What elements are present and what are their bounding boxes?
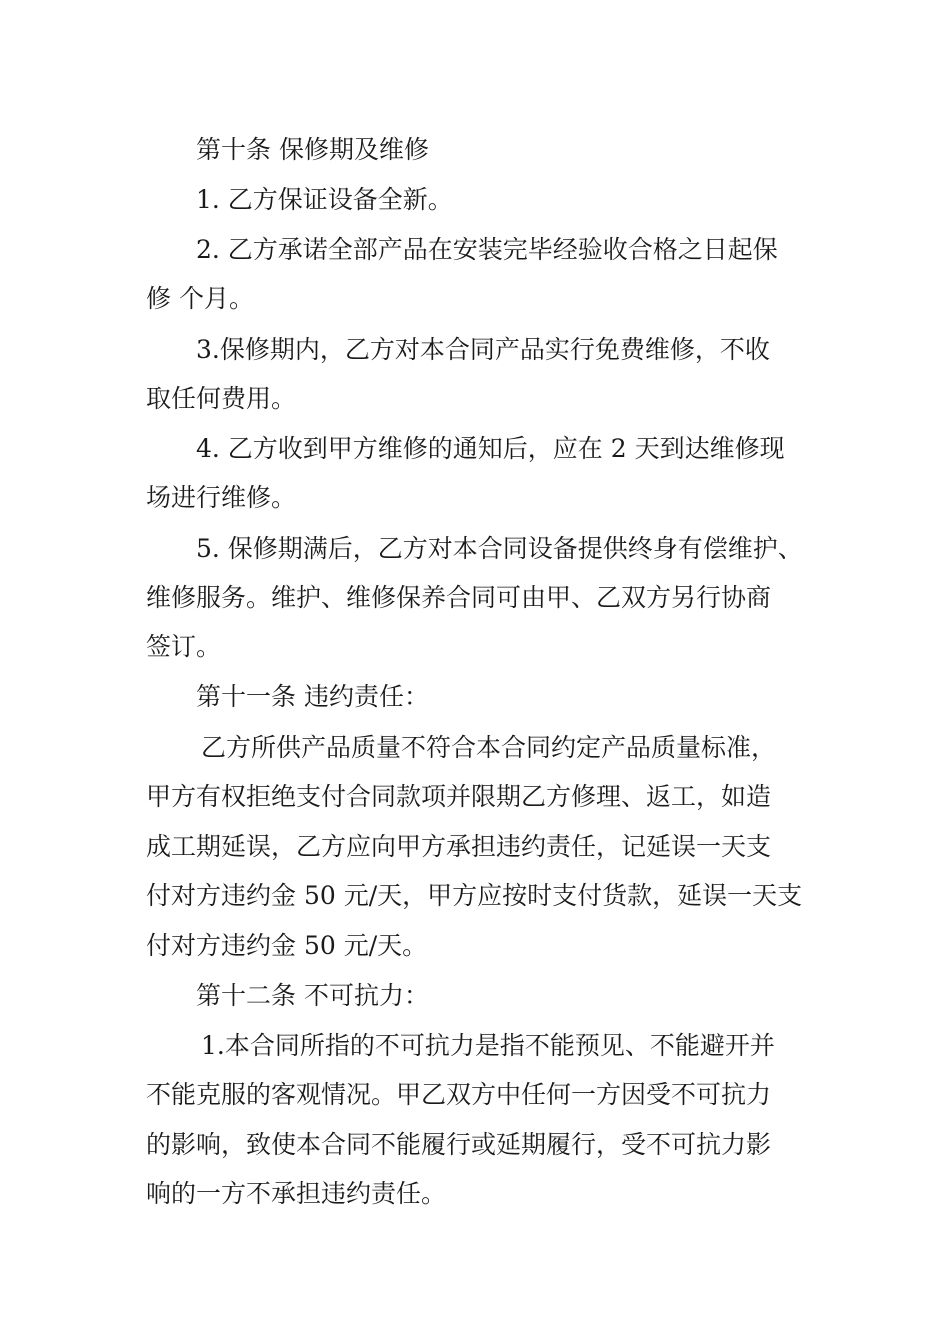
article-10-item-5-line-2: 维修服务。维护、维修保养合同可由甲、乙双方另行协商 — [146, 583, 772, 612]
article-12-item-1-line-3: 的影响，致使本合同不能履行或延期履行，受不可抗力影 — [146, 1130, 772, 1159]
article-11-para-line-3: 成工期延误，乙方应向甲方承担违约责任，记延误一天支 — [146, 832, 772, 861]
article-11-heading: 第十一条 违约责任： — [196, 682, 429, 711]
article-10-item-4-line-2: 场进行维修。 — [146, 483, 297, 512]
article-10-item-2-line-2: 修 个月。 — [146, 284, 254, 313]
article-11-para-line-5: 付对方违约金 50 元/天。 — [146, 931, 428, 960]
article-12-item-1-line-2: 不能克服的客观情况。甲乙双方中任何一方因受不可抗力 — [146, 1080, 772, 1109]
article-10-item-3-line-1: 3.保修期内，乙方对本合同产品实行免费维修，不收 — [196, 335, 770, 364]
article-10-item-5-line-1: 5. 保修期满后，乙方对本合同设备提供终身有偿维护、 — [196, 534, 803, 563]
article-11-para-line-2: 甲方有权拒绝支付合同款项并限期乙方修理、返工，如造 — [146, 782, 772, 811]
article-10-item-2-line-1: 2. 乙方承诺全部产品在安装完毕经验收合格之日起保 — [196, 235, 778, 264]
article-10-item-1: 1. 乙方保证设备全新。 — [196, 185, 453, 214]
article-10-heading: 第十条 保修期及维修 — [196, 135, 429, 164]
article-10-item-3-line-2: 取任何费用。 — [146, 384, 297, 413]
article-12-item-1-line-4: 响的一方不承担违约责任。 — [146, 1179, 447, 1208]
article-10-item-5-line-3: 签订。 — [146, 632, 222, 661]
article-12-heading: 第十二条 不可抗力： — [196, 981, 429, 1010]
article-11-para-line-4: 付对方违约金 50 元/天，甲方应按时支付货款，延误一天支 — [146, 881, 803, 910]
article-12-item-1-line-1: 1.本合同所指的不可抗力是指不能预见、不能避开并 — [201, 1031, 775, 1060]
article-10-item-4-line-1: 4. 乙方收到甲方维修的通知后，应在 2 天到达维修现 — [196, 434, 785, 463]
article-11-para-line-1: 乙方所供产品质量不符合本合同约定产品质量标准， — [201, 733, 777, 762]
